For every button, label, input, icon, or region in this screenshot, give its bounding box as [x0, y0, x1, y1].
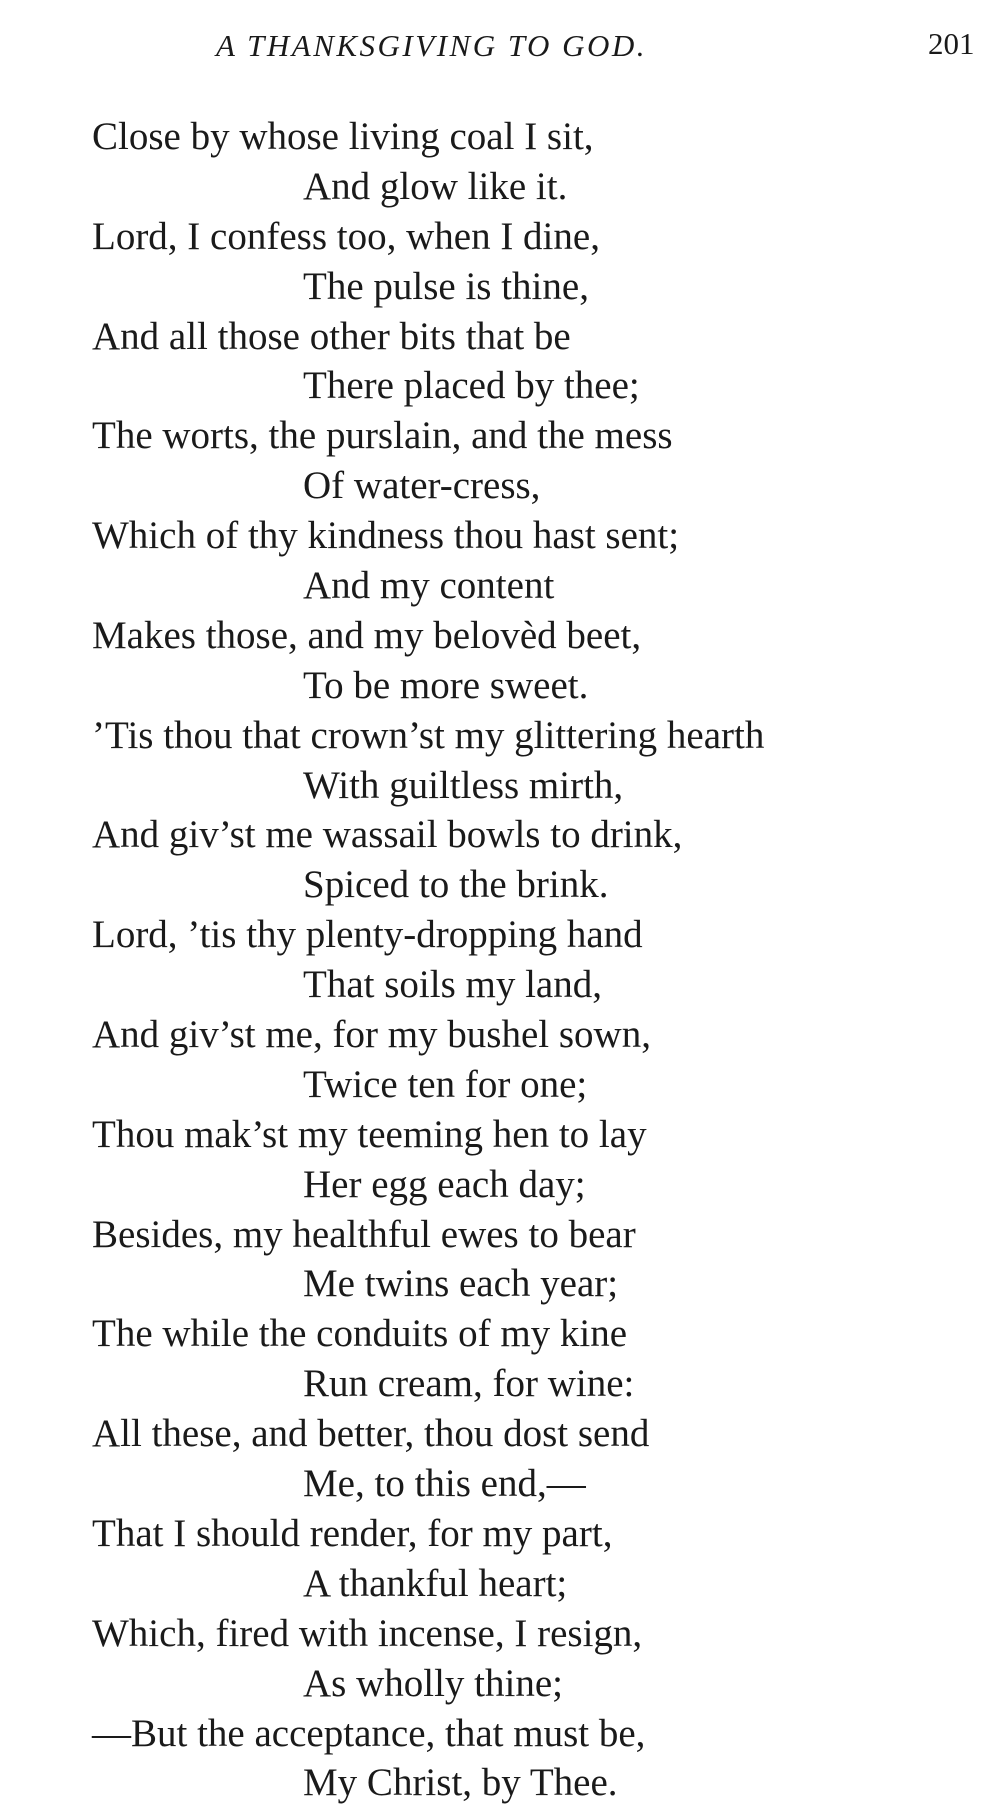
poem-line: And giv’st me wassail bowls to drink, — [92, 813, 683, 857]
poem-line: The while the conduits of my kine — [92, 1312, 628, 1356]
poem-line: That soils my land, — [303, 963, 602, 1007]
poem-line: Me twins each year; — [303, 1262, 619, 1306]
poem-line: A thankful heart; — [303, 1561, 568, 1605]
poem-line: As wholly thine; — [303, 1661, 563, 1705]
poem-line: And my content — [303, 564, 555, 608]
poem-line: Thou mak’st my teeming hen to lay — [92, 1112, 647, 1156]
poem-line: My Christ, by Thee. — [303, 1761, 618, 1805]
poem-line: Me, to this end,— — [303, 1462, 586, 1506]
page-number: 201 — [928, 26, 975, 61]
poem-line: Her egg each day; — [303, 1162, 586, 1206]
poem-line: Lord, I confess too, when I dine, — [92, 214, 600, 258]
poem-line: ’Tis thou that crown’st my glittering hearth — [92, 713, 765, 757]
poem-line: With guiltless mirth, — [303, 763, 624, 807]
poem-line: And all those other bits that be — [92, 314, 571, 358]
poem-line: There placed by thee; — [303, 364, 640, 408]
poem-line: Besides, my healthful ewes to bear — [92, 1212, 636, 1256]
poem-body — [0, 112, 1000, 1805]
poem-line: Which, fired with incense, I resign, — [92, 1611, 643, 1655]
poem-line: All these, and better, thou dost send — [92, 1412, 650, 1456]
poem-line: The worts, the purslain, and the mess — [92, 414, 673, 458]
poem-line: Lord, ’tis thy plenty-dropping hand — [92, 913, 643, 957]
running-head — [0, 24, 1000, 64]
poem-line: Close by whose living coal I sit, — [92, 115, 594, 158]
poem-line: Makes those, and my belovèd beet, — [92, 613, 642, 657]
poem-line: And glow like it. — [303, 164, 568, 208]
poem-line: Run cream, for wine: — [303, 1362, 635, 1406]
poem-line: —But the acceptance, that must be, — [92, 1711, 646, 1755]
poem-line: Of water-cress, — [303, 464, 541, 508]
poem-line: Twice ten for one; — [303, 1062, 588, 1106]
poem-line: Spiced to the brink. — [303, 863, 609, 907]
poem-line: To be more sweet. — [303, 663, 589, 707]
poem-line: Which of thy kindness thou hast sent; — [92, 514, 680, 558]
running-title: A THANKSGIVING TO GOD. — [216, 28, 648, 63]
poem-line: The pulse is thine, — [303, 264, 589, 308]
poem-line: And giv’st me, for my bushel sown, — [92, 1013, 651, 1057]
poem-line: That I should render, for my part, — [92, 1511, 613, 1555]
